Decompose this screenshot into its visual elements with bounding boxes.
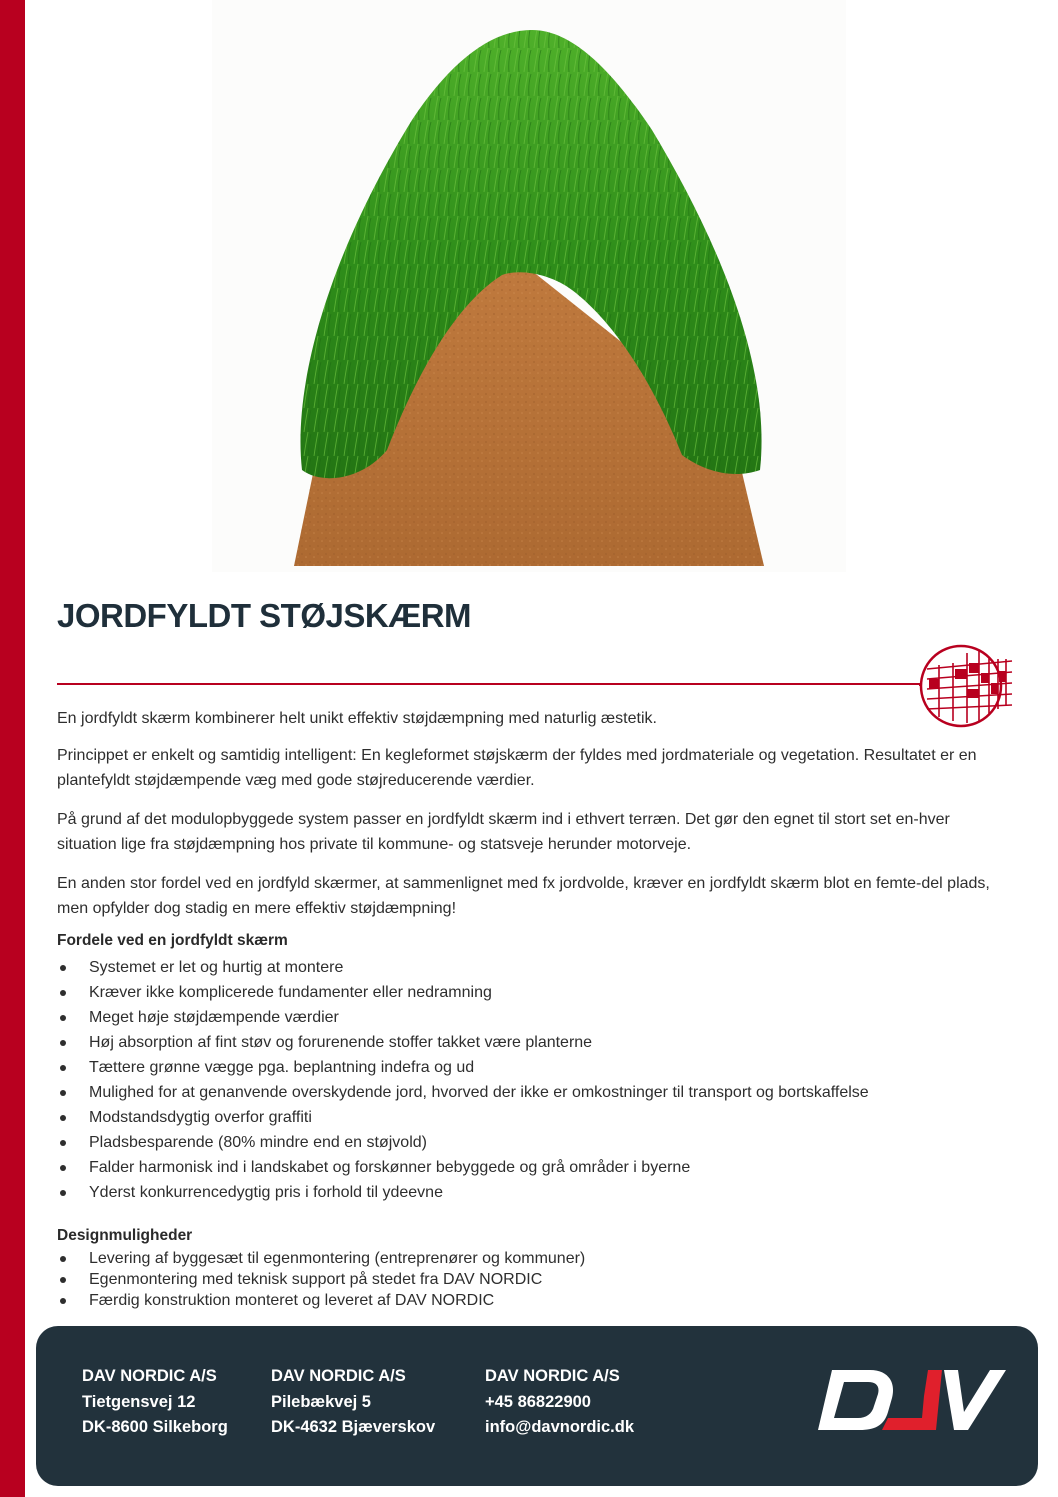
street-address: Tietgensvej 12 xyxy=(82,1392,196,1411)
modular-paragraph: På grund af det modulopbyggede system passer en jordfyldt skærm ind i ethvert terræn. Det gør den egnet til stort set en-hver situation lige fra støjdæmpning hos private til kommune- og statsveje herunder motorveje. xyxy=(57,811,950,853)
list-item: Kræver ikke komplicerede fundamenter eller nedramning xyxy=(57,980,869,1005)
list-item: Falder harmonisk ind i landskabet og forskønner bebyggede og grå områder i byerne xyxy=(57,1155,869,1180)
advantage-paragraph: En anden stor fordel ved en jordfyld skærmer, at sammenlignet med fx jordvolde, kræver en jordfyldt skærm blot en femte-del plads, men opfylder dog stadig en mere effektiv støjdæmpning! xyxy=(57,875,990,917)
company-name: DAV NORDIC A/S xyxy=(271,1367,406,1385)
list-item: Egenmontering med teknisk support på stedet fra DAV NORDIC xyxy=(57,1269,585,1290)
postal-city: DK-4632 Bjæverskov xyxy=(271,1418,436,1436)
phone-number[interactable]: +45 86822900 xyxy=(485,1392,591,1411)
street-address: Pilebækvej 5 xyxy=(271,1392,371,1411)
hero-image-soil-barrier xyxy=(212,0,846,572)
list-item: Høj absorption af fint støv og forurenende stoffer takket være planterne xyxy=(57,1030,869,1055)
intro-paragraph: En jordfyldt skærm kombinerer helt unikt effektiv støjdæmpning med naturlig æstetik. xyxy=(57,710,657,727)
footer-address-bjaeverskov xyxy=(271,1364,435,1441)
list-item: Modstandsdygtig overfor graffiti xyxy=(57,1105,869,1130)
list-item: Systemet er let og hurtig at montere xyxy=(57,955,869,980)
list-item: Færdig konstruktion monteret og leveret af DAV NORDIC xyxy=(57,1290,585,1311)
design-options-list xyxy=(57,1248,585,1311)
title-divider xyxy=(57,683,922,685)
advantages-heading: Fordele ved en jordfyldt skærm xyxy=(57,932,288,949)
principle-paragraph: Princippet er enkelt og samtidig intelligent: En kegleformet støjskærm der fyldes med jordmateriale og vegetation. Resultatet er en plantefyldt støjdæmpende væg med gode støjreducerende værdier. xyxy=(57,747,977,789)
footer-contact xyxy=(485,1364,634,1441)
grass-soil-pyramid-illustration xyxy=(212,0,846,572)
list-item: Pladsbesparende (80% mindre end en støjvold) xyxy=(57,1130,869,1155)
postal-city: DK-8600 Silkeborg xyxy=(82,1418,228,1436)
list-item: Levering af byggesæt til egenmontering (entreprenører og kommuner) xyxy=(57,1248,585,1269)
advantages-list xyxy=(57,955,869,1205)
company-name: DAV NORDIC A/S xyxy=(485,1367,620,1385)
dav-logo xyxy=(818,1366,1008,1434)
contact-footer xyxy=(36,1326,1038,1486)
email-link[interactable]: info@davnordic.dk xyxy=(485,1418,635,1436)
footer-address-silkeborg xyxy=(82,1364,228,1441)
list-item: Meget høje støjdæmpende værdier xyxy=(57,1005,869,1030)
list-item: Tættere grønne vægge pga. beplantning indefra og ud xyxy=(57,1055,869,1080)
list-item: Yderst konkurrencedygtig pris i forhold til ydeevne xyxy=(57,1180,869,1205)
design-options-heading: Designmuligheder xyxy=(57,1227,193,1244)
company-name: DAV NORDIC A/S xyxy=(82,1367,217,1385)
page-title: JORDFYLDT STØJSKÆRM xyxy=(57,597,472,634)
list-item: Mulighed for at genanvende overskydende jord, hvorved der ikke er omkostninger til transport og bortskaffelse xyxy=(57,1080,869,1105)
side-accent-bar xyxy=(0,0,25,1497)
